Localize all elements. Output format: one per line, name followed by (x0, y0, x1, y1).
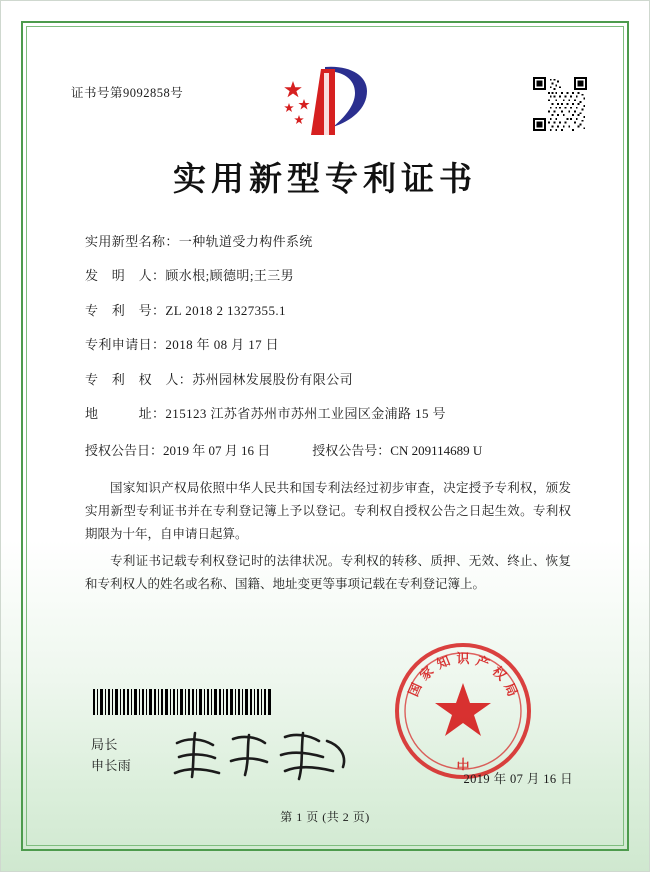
field-value: 2018 年 08 月 17 日 (165, 337, 280, 353)
cnipa-logo-icon (277, 61, 373, 139)
signature-block (91, 735, 131, 777)
field-label: 实用新型名称： (85, 234, 179, 249)
legal-paragraph-2: 专利证书记载专利权登记时的法律状况。专利权的转移、质押、无效、终止、恢复和专利权人的姓名或名称、国籍、地址变更等事项记载在专利登记簿上。 (85, 554, 571, 592)
grant-number-value: CN 209114689 U (390, 443, 483, 459)
svg-text:家: 家 (417, 664, 438, 684)
field-patentee (85, 372, 581, 389)
field-inventors (85, 268, 581, 285)
field-value: ZL 2018 2 1327355.1 (165, 302, 286, 318)
certificate-content (39, 39, 611, 833)
field-value: 顾水根;顾德明;王三男 (165, 268, 295, 284)
field-grant-announcement (85, 440, 581, 459)
grant-date-label: 授权公告日： (85, 443, 164, 459)
page-title: 实用新型专利证书 (173, 159, 477, 198)
certificate-number: 证书号第9092858号 (71, 86, 184, 100)
field-application-date (85, 337, 581, 354)
field-value: 215123 江苏省苏州市苏州工业园区金浦路 15 号 (165, 405, 446, 421)
field-value: 一种轨道受力构件系统 (178, 234, 313, 249)
grant-date-value: 2019 年 07 月 16 日 (163, 443, 271, 459)
field-label: 专 利 号： (85, 302, 166, 318)
official-seal-icon (393, 641, 533, 781)
seal-issue-date: 2019 年 07 月 16 日 (463, 772, 573, 786)
field-label: 地 址： (85, 405, 166, 421)
field-value: 苏州园林发展股份有限公司 (192, 371, 354, 387)
legal-paragraph-1: 国家知识产权局依照中华人民共和国专利法经过初步审查，决定授予专利权，颁发实用新型专利证书并在专利登记簿上予以登记。专利权自授权公告之日起生效。专利权期限为十年，自申请日起算。 (85, 480, 571, 542)
svg-text:识: 识 (456, 652, 470, 667)
svg-text:国: 国 (406, 681, 426, 700)
field-utility-model-name (85, 234, 581, 251)
field-patent-number (85, 303, 581, 320)
certificate-header (39, 39, 611, 131)
legal-text (39, 477, 611, 597)
svg-text:中: 中 (456, 755, 470, 770)
qr-code-icon (533, 77, 587, 131)
field-label: 专利申请日： (85, 337, 166, 353)
field-label: 专 利 权 人： (85, 371, 193, 387)
director-name-label: 申长雨 (91, 758, 132, 774)
svg-text:局: 局 (500, 681, 520, 700)
field-address (85, 406, 581, 423)
svg-text:知: 知 (434, 653, 453, 673)
svg-text:产: 产 (473, 653, 492, 673)
page-footer: 第 1 页 (共 2 页) (280, 810, 370, 824)
svg-text:权: 权 (488, 664, 509, 684)
grant-number-label: 授权公告号： (312, 443, 391, 459)
barcode-icon (93, 689, 271, 715)
field-label: 发 明 人： (85, 268, 166, 284)
field-list (39, 234, 611, 459)
director-signature-icon (167, 727, 357, 785)
director-role-label: 局长 (91, 737, 118, 753)
